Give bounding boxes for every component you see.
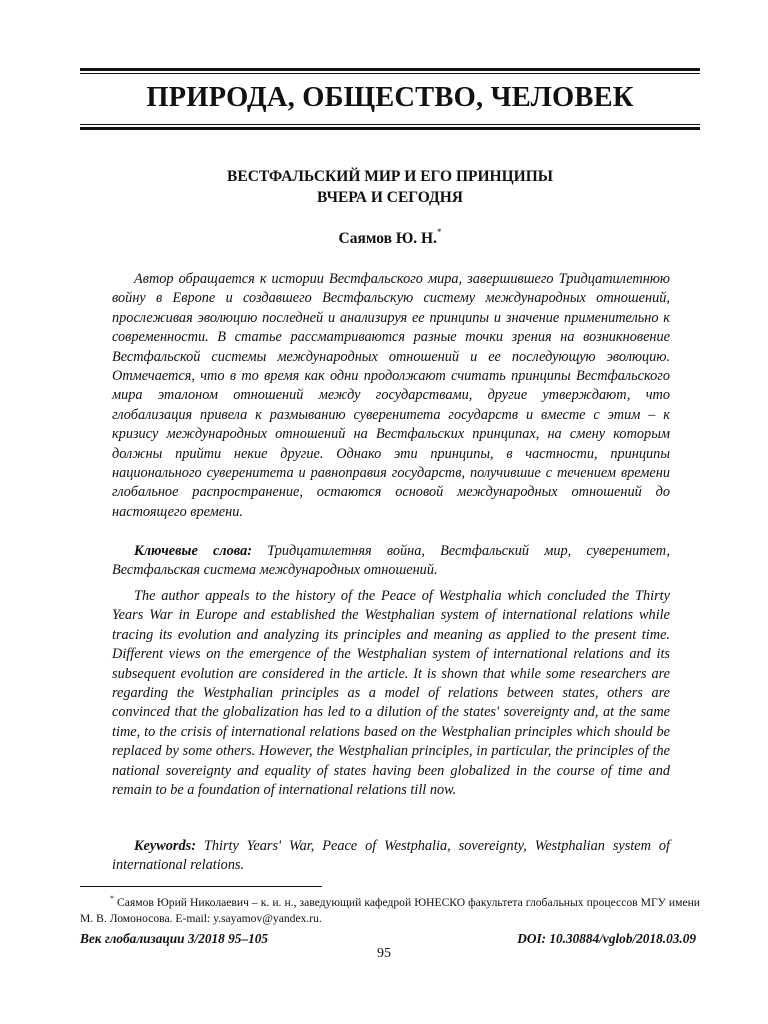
- keywords-russian-label: Ключевые слова:: [134, 543, 252, 559]
- footnote: [80, 891, 700, 927]
- abstract-english: [112, 587, 670, 800]
- footnote-separator: [80, 886, 322, 887]
- abstract-english-text: The author appeals to the history of the Peace of Westphalia which concluded the Thirty Years War in Europe and established the Westphalian system of international relations while tracing its evolution and analyzing its principles and meaning as applied to the present time. Different views on the emergence of the Westphalian system of international relations and its subsequent evolution are considered in the article. It is shown that while some researchers are regarding the Westphalian principles as a model of relations between states, others are convinced that the globalization has led to a dilution of the states' sovereignty and, at the same time, to the crisis of international relations based on the Westphalian principles which should be replaced by some others. However, the Westphalian principles, in particular, the principles of the national sovereignty and equality of states having been globalized in the course of time and remain to be a foundation of international relations till now.: [112, 588, 670, 799]
- keywords-english: [112, 837, 670, 876]
- abstract-russian-text: Автор обращается к истории Вестфальского мира, завершившего Тридцатилетнюю войну в Европе и создавшего Вестфальскую систему международных отношений, прослеживая эволюцию последней и анализируя ее принципы и значение применительно к современности. В статье рассматриваются разные точки зрения на возникновение Вестфальской системы международных отношений и ее последующую эволюцию. Отмечается, что в то время как одни продолжают считать принципы Вестфальского мира эталоном отношений между государствами, другие утверждают, что глобализация привела к размыванию суверенитета государств и вместе с этим – к кризису международных отношений на Вестфальских принципах, на смену которым должны прийти некие другие. Однако эти принципы, в частности, принципы национального суверенитета и равноправия государств, получившие с течением времени глобальное распространение, остаются основой международных отношений до настоящего времени.: [112, 271, 670, 520]
- doi: DOI: 10.30884/vglob/2018.03.09: [517, 931, 696, 946]
- page-number: 95: [377, 946, 391, 961]
- section-title: ПРИРОДА, ОБЩЕСТВО, ЧЕЛОВЕК: [146, 82, 634, 113]
- article-title: [80, 166, 700, 208]
- article-title-line-1: ВЕСТФАЛЬСКИЙ МИР И ЕГО ПРИНЦИПЫ: [227, 168, 553, 185]
- header-bottom-rule-thin: [80, 124, 700, 125]
- author-line: [80, 229, 700, 248]
- journal-citation: Век глобализации 3/2018 95–105: [80, 931, 269, 946]
- article-title-line-2: ВЧЕРА И СЕГОДНЯ: [317, 189, 463, 206]
- keywords-english-text: Thirty Years' War, Peace of Westphalia, sovereignty, Westphalian system of international relations.: [112, 838, 670, 874]
- footnote-mark: *: [110, 894, 114, 903]
- author-footnote-mark: *: [436, 227, 442, 237]
- keywords-russian-text: Тридцатилетняя война, Вестфальский мир, суверенитет, Вестфальская система международных отношений.: [112, 543, 670, 579]
- header-bottom-rule-thick: [80, 127, 700, 130]
- footnote-text: Саямов Юрий Николаевич – к. и. н., заведующий кафедрой ЮНЕСКО факультета глобальных процессов МГУ имени М. В. Ломоносова. E-mail: y.sayamov@yandex.ru.: [80, 895, 700, 925]
- header-top-rule-thin: [80, 73, 700, 74]
- abstract-russian: [112, 270, 670, 522]
- author-name: Саямов Ю. Н.: [338, 230, 437, 248]
- keywords-english-label: Keywords:: [134, 838, 196, 854]
- header-top-rule-thick: [80, 68, 700, 71]
- keywords-russian: [112, 542, 670, 581]
